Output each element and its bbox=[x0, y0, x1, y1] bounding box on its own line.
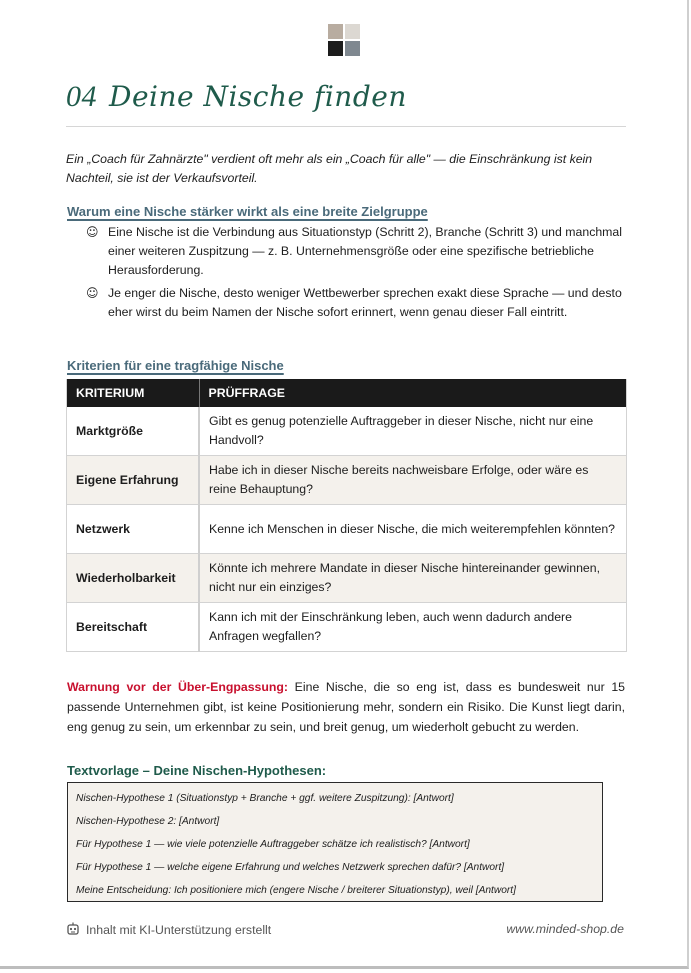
logo-square-2 bbox=[345, 24, 360, 39]
table-row bbox=[67, 603, 627, 652]
column-header-criterion: KRITERIUM bbox=[67, 379, 200, 407]
smiley-icon: ☺ bbox=[86, 286, 99, 300]
list-item bbox=[84, 223, 624, 280]
criterion-cell: Netzwerk bbox=[67, 505, 200, 554]
title-divider bbox=[66, 126, 626, 127]
intro-text: Ein „Coach für Zahnärzte" verdient oft mehr als ein „Coach für alle" — die Einschränkung ist kein Nachteil, sie ist der Verkaufsvorteil. bbox=[66, 152, 593, 185]
question-cell: Kenne ich Menschen in dieser Nische, die mich weiterempfehlen könnten? bbox=[199, 505, 627, 554]
criterion-cell: Bereitschaft bbox=[67, 603, 200, 652]
smiley-icon: ☺ bbox=[86, 225, 99, 239]
template-line: Nischen-Hypothese 2: [Antwort] bbox=[76, 816, 220, 827]
table-row bbox=[67, 505, 627, 554]
warning-text: Eine Nische, die so eng ist, dass es bundesweit nur 15 passende Unternehmen gibt, ist keine Positionierung mehr, sondern ein Risiko. Die Kunst liegt darin, eng genug zu sein, um erkennbar zu sein, und breit genug, um wiederholt gebucht zu werden. bbox=[67, 680, 625, 734]
list-item bbox=[84, 284, 624, 322]
why-heading: Warum eine Nische stärker wirkt als eine breite Zielgruppe bbox=[67, 204, 428, 219]
chapter-title: Deine Nische finden bbox=[109, 80, 407, 113]
question-cell: Habe ich in dieser Nische bereits nachweisbare Erfolge, oder wäre es reine Behauptung? bbox=[199, 456, 627, 505]
template-line: Meine Entscheidung: Ich positioniere mich (engere Nische / breiterer Situationstyp), weil [Antwort] bbox=[76, 885, 516, 896]
page-title bbox=[66, 80, 407, 114]
why-bullet-list bbox=[84, 223, 624, 326]
column-header-question: PRÜFFRAGE bbox=[199, 379, 627, 407]
table-row bbox=[67, 456, 627, 505]
logo-square-1 bbox=[328, 24, 343, 39]
template-line: Nischen-Hypothese 1 (Situationstyp + Branche + ggf. weitere Zuspitzung): [Antwort] bbox=[76, 793, 454, 804]
template-heading: Textvorlage – Deine Nischen-Hypothesen: bbox=[67, 763, 327, 778]
criterion-cell: Eigene Erfahrung bbox=[67, 456, 200, 505]
ai-notice-text: Inhalt mit KI-Unterstützung erstellt bbox=[86, 923, 272, 937]
criteria-table bbox=[66, 379, 627, 652]
question-cell: Könnte ich mehrere Mandate in dieser Nische hintereinander gewinnen, nicht nur ein einziges? bbox=[199, 554, 627, 603]
table-header-row bbox=[67, 379, 627, 407]
template-line: Für Hypothese 1 — welche eigene Erfahrung und welches Netzwerk sprechen dafür? [Antwort] bbox=[76, 862, 505, 873]
criteria-heading: Kriterien für eine tragfähige Nische bbox=[67, 358, 284, 373]
warning-lead: Warnung vor der Über-Engpassung: bbox=[67, 680, 289, 694]
brand-logo bbox=[328, 24, 362, 58]
bullet-text: Eine Nische ist die Verbindung aus Situationstyp (Schritt 2), Branche (Schritt 3) und manchmal einer weiteren Zuspitzung — z. B. Unternehmensgröße oder eine spezifische betriebliche Herausforderung. bbox=[108, 225, 622, 277]
table-row bbox=[67, 554, 627, 603]
criterion-cell: Marktgröße bbox=[67, 407, 200, 456]
question-cell: Kann ich mit der Einschränkung leben, auch wenn dadurch andere Anfragen wegfallen? bbox=[199, 603, 627, 652]
question-cell: Gibt es genug potenzielle Auftraggeber in dieser Nische, nicht nur eine Handvoll? bbox=[199, 407, 627, 456]
criterion-cell: Wiederholbarkeit bbox=[67, 554, 200, 603]
chapter-number: 04 bbox=[66, 80, 97, 113]
bullet-text: Je enger die Nische, desto weniger Wettbewerber sprechen exakt diese Sprache — und desto eher wirst du beim Namen der Nische sofort erinnert, wenn genau dieser Fall eintritt. bbox=[108, 286, 622, 319]
logo-square-4 bbox=[345, 41, 360, 56]
ai-notice bbox=[66, 922, 271, 937]
warning-paragraph bbox=[67, 677, 625, 737]
robot-icon bbox=[66, 922, 80, 936]
website-link[interactable]: www.minded-shop.de bbox=[506, 922, 624, 936]
table-row bbox=[67, 407, 627, 456]
template-line: Für Hypothese 1 — wie viele potenzielle Auftraggeber schätze ich realistisch? [Antwort] bbox=[76, 839, 470, 850]
template-box bbox=[67, 782, 603, 902]
logo-square-3 bbox=[328, 41, 343, 56]
